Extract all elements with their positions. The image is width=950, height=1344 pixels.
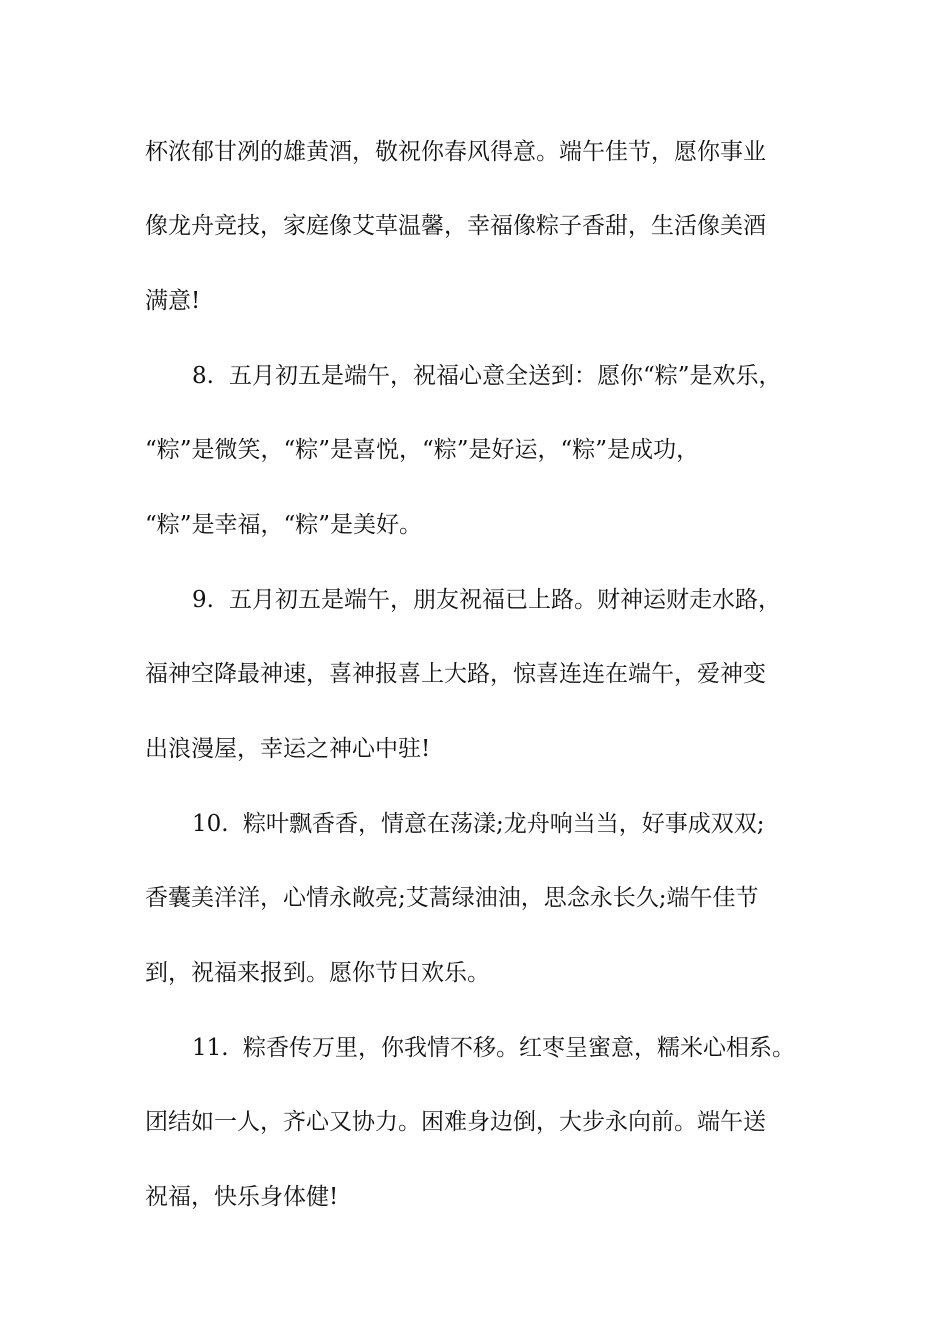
text-line — [0, 953, 950, 993]
line-text: “粽”是幸福，“粽”是美好。 — [145, 512, 423, 538]
list-number: 11. — [192, 1035, 229, 1061]
text-line — [0, 505, 950, 545]
list-item-11-first-line — [0, 1028, 950, 1068]
text-line — [0, 206, 950, 246]
list-number: 8. — [192, 363, 214, 389]
line-text: 五月初五是端午，朋友祝福已上路。财神运财走水路， — [229, 587, 781, 613]
text-line — [0, 1177, 950, 1217]
list-item-9-first-line — [0, 580, 950, 620]
line-text: 五月初五是端午，祝福心意全送到：愿你“粽”是欢乐， — [229, 363, 782, 389]
text-line — [0, 132, 950, 172]
line-text: 粽香传万里，你我情不移。红枣呈蜜意，糯米心相系。 — [243, 1035, 795, 1061]
line-text: 香囊美洋洋，心情永敞亮;艾蒿绿油油，思念永长久;端午佳节 — [145, 885, 759, 911]
list-item-10-first-line — [0, 804, 950, 844]
line-text: 福神空降最神速，喜神报喜上大路，惊喜连连在端午，爱神变 — [145, 661, 766, 687]
line-text: “粽”是微笑，“粽”是喜悦，“粽”是好运，“粽”是成功， — [145, 437, 700, 463]
line-text: 杯浓郁甘冽的雄黄酒，敬祝你春风得意。端午佳节，愿你事业 — [145, 139, 766, 165]
line-text: 到，祝福来报到。愿你节日欢乐。 — [145, 960, 490, 986]
line-text: 像龙舟竞技，家庭像艾草温馨，幸福像粽子香甜，生活像美酒 — [145, 213, 766, 239]
text-line — [0, 729, 950, 769]
line-text: 祝福，快乐身体健! — [145, 1184, 339, 1210]
text-line — [0, 281, 950, 321]
line-text: 出浪漫屋，幸运之神心中驻! — [145, 736, 431, 762]
line-text: 团结如一人，齐心又协力。困难身边倒，大步永向前。端午送 — [145, 1109, 766, 1135]
text-line — [0, 654, 950, 694]
text-line — [0, 1102, 950, 1142]
list-number: 9. — [192, 587, 214, 613]
list-item-8-first-line — [0, 356, 950, 396]
line-text: 粽叶飘香香，情意在荡漾;龙舟响当当，好事成双双; — [243, 811, 765, 837]
list-number: 10. — [192, 811, 229, 837]
text-line — [0, 430, 950, 470]
line-text: 满意! — [145, 288, 201, 314]
text-line — [0, 878, 950, 918]
